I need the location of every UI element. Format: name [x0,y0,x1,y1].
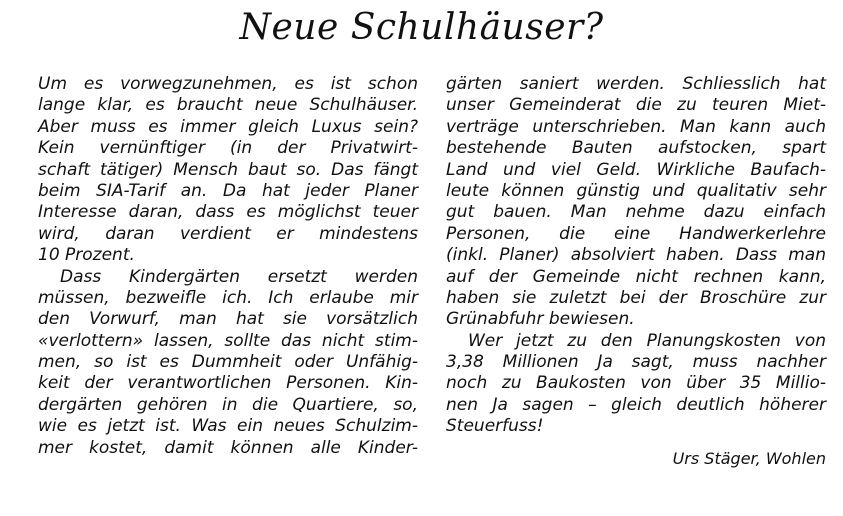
text-line: Kein vernünftiger (in der Privatwirt- [38,138,418,159]
text-line: men, so ist es Dummheit oder Unfähig- [38,352,418,373]
text-line: nen Ja sagen – gleich deutlich höherer [446,394,826,415]
text-line: Personen, die eine Handwerkerlehre [446,223,826,244]
text-line: Um es vorwegzunehmen, es ist schon [38,74,418,94]
text-line: auf der Gemeinde nicht rechnen kann, [446,266,826,287]
text-line: «verlottern» lassen, sollte das nicht stim- [38,330,418,351]
text-line: Land und viel Geld. Wirkliche Baufach- [446,159,826,180]
text-line: noch zu Baukosten von über 35 Millio- [446,373,826,394]
text-line: haben sie zuletzt bei der Broschüre zur [446,287,826,308]
author-signature: Urs Stäger, Wohlen [672,448,826,468]
text-line: wird, daran verdient er mindestens [38,223,418,244]
text-line: keit der verantwortlichen Personen. Kin- [38,373,418,394]
text-line: Aber muss es immer gleich Luxus sein? [38,116,418,137]
text-line: Steuerfuss! [446,416,544,437]
paragraph-start-line: Dass Kindergärten ersetzt werden [60,266,418,287]
text-line: (inkl. Planer) absolviert haben. Dass man [446,245,826,266]
text-line: dergärten gehören in die Quartiere, so, [38,394,418,415]
text-line: gärten saniert werden. Schliesslich hat [446,74,826,94]
text-line: verträge unterschrieben. Man kann auch [446,116,826,137]
text-line: beim SIA-Tarif an. Da hat jeder Planer [38,180,418,201]
paragraph-start-line: Wer jetzt zu den Planungskosten von [468,330,826,351]
text-line: gut bauen. Man nehme dazu einfach [446,202,826,223]
text-line: 3,38 Millionen Ja sagt, muss nachher [446,352,826,373]
text-line: wie es jetzt ist. Was ein neues Schulzim- [38,416,418,437]
text-line: mer kostet, damit können alle Kinder- [38,437,418,458]
article-right-column [446,74,826,469]
text-line: schaft tätiger) Mensch baut so. Das fängt [38,159,418,180]
text-line: Interesse daran, dass es möglichst teuer [38,202,418,223]
text-line: lange klar, es braucht neue Schulhäuser. [38,95,418,116]
text-line: unser Gemeinderat die zu teuren Miet- [446,95,826,116]
text-line: leute können günstig und qualitativ sehr [446,180,826,201]
text-line: den Vorwurf, man hat sie vorsätzlich [38,309,418,330]
text-line: 10 Prozent. [38,245,135,266]
text-line: bestehende Bauten aufstocken, spart [446,138,826,159]
article-headline: Neue Schulhäuser? [239,7,604,48]
article-left-column [38,74,418,459]
text-line: müssen, bezweifle ich. Ich erlaube mir [38,287,418,308]
text-line: Grünabfuhr bewiesen. [446,309,635,330]
